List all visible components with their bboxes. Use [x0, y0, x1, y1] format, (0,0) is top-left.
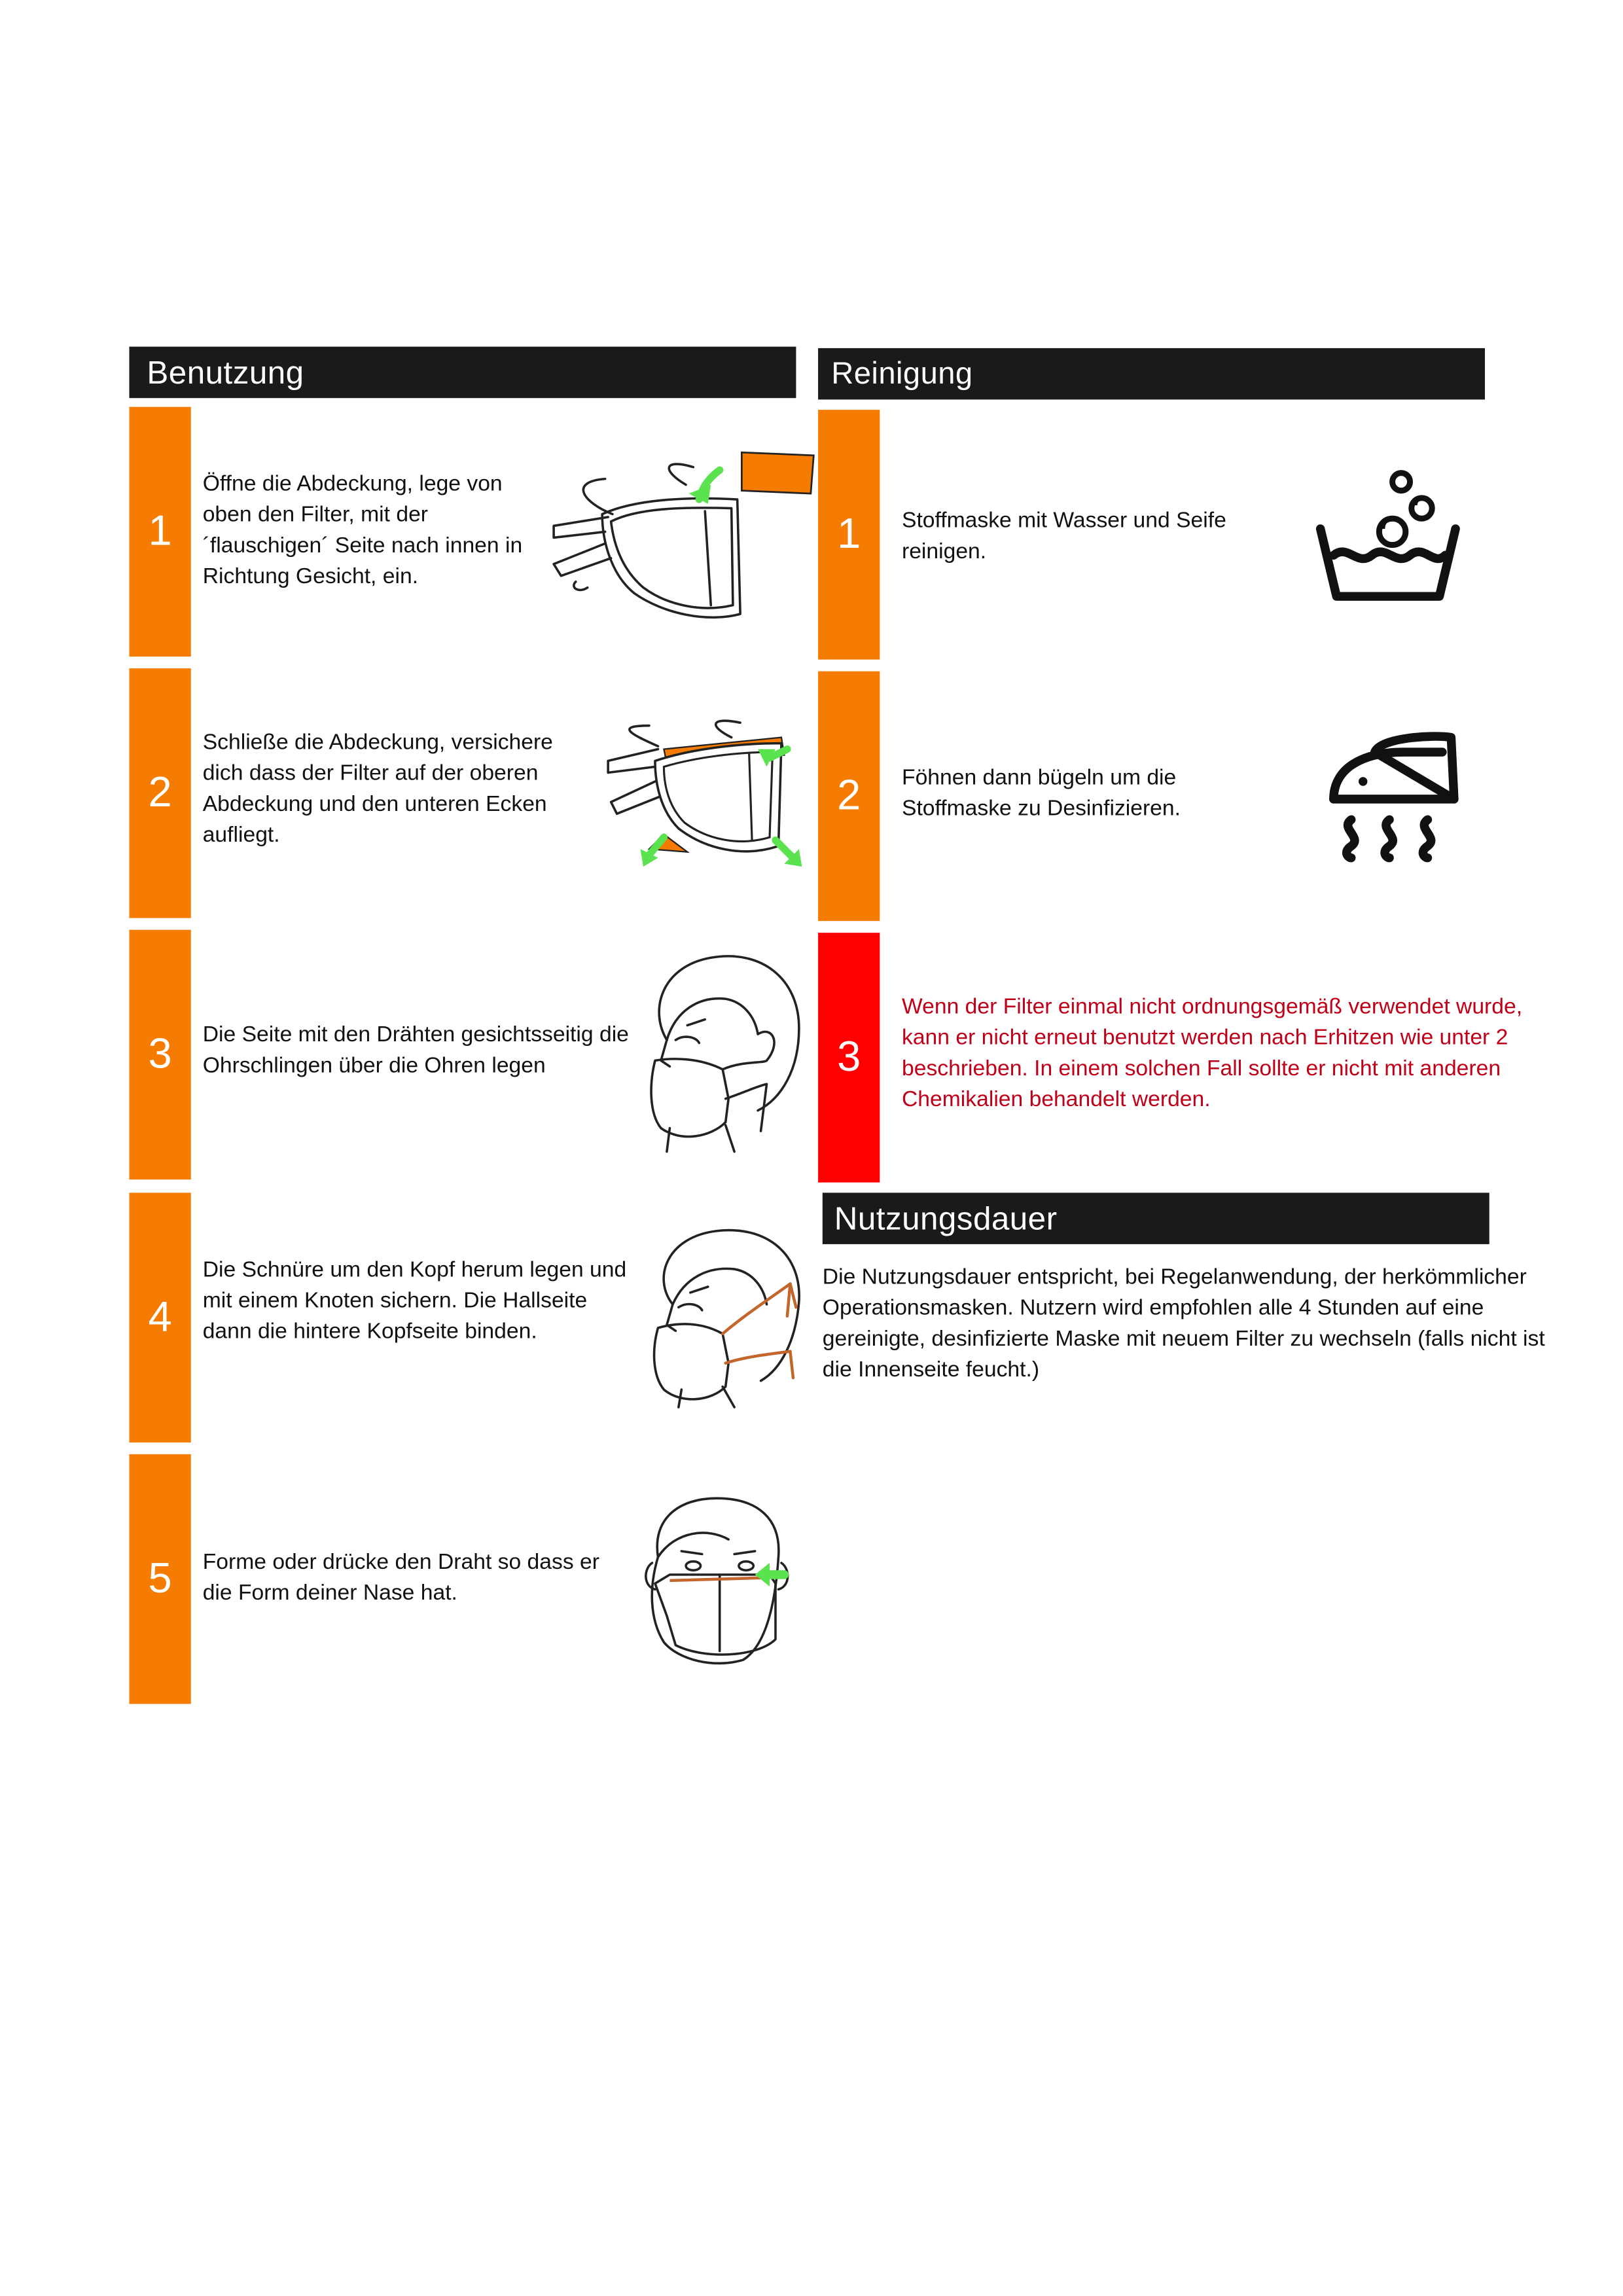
reinigung-step-1-text: Stoffmaske mit Wasser und Seife reinigen. — [902, 508, 1226, 564]
head-nose-wire-icon — [641, 1498, 793, 1666]
reinigung-step-2-text: Föhnen dann bügeln um die Stoffmaske zu Desinfizieren. — [902, 765, 1181, 821]
steam-iron-icon — [1322, 728, 1460, 863]
benutzung-step-1-text: Öffne die Abdeckung, lege von oben den Filter, mit der ´flauschigen´ Seite nach innen in Richtung Gesicht, ein. — [202, 471, 523, 589]
nutzungsdauer-header: Nutzungsdauer — [823, 1193, 1489, 1244]
benutzung-step-3-number: 3 — [129, 930, 190, 1180]
washing-basin-icon — [1313, 467, 1463, 605]
mask-open-filter-icon — [546, 440, 813, 632]
benutzung-step-5-number: 5 — [129, 1454, 190, 1704]
reinigung-step-3-warning-text: Wenn der Filter einmal nicht ordnungsgemäß verwendet wurde, kann er nicht erneut benutzt werden nach Erhitzen wie unter 2 beschrieben. In einem solchen Fall sollte er nicht mit anderen Chemikalien behandelt werden. — [902, 994, 1523, 1112]
reinigung-step-3-number: 3 — [818, 933, 880, 1183]
benutzung-step-3-text: Die Seite mit den Drähten gesichtsseitig die Ohrschlingen über die Ohren legen — [202, 1022, 629, 1079]
benutzung-step-2-number: 2 — [129, 668, 190, 918]
benutzung-step-2-text: Schließe die Abdeckung, versichere dich dass der Filter auf der oberen Abdeckung und den unteren Ecken aufliegt. — [202, 730, 553, 848]
mask-closed-filter-icon — [599, 717, 805, 869]
head-tie-strings-icon — [646, 1228, 810, 1410]
benutzung-header: Benutzung — [129, 347, 796, 399]
benutzung-step-4-number: 4 — [129, 1193, 190, 1443]
head-ear-loops-icon — [641, 952, 805, 1155]
benutzung-step-5-text: Forme oder drücke den Draht so dass er die Form deiner Nase hat. — [202, 1549, 599, 1606]
benutzung-step-1-number: 1 — [129, 407, 190, 657]
reinigung-step-2-number: 2 — [818, 672, 880, 922]
reinigung-header: Reinigung — [818, 348, 1485, 400]
benutzung-step-4-text: Die Schnüre um den Kopf herum legen und mit einem Knoten sichern. Die Hallseite dann die hintere Kopfseite binden. — [202, 1257, 627, 1344]
reinigung-step-1-number: 1 — [818, 410, 880, 660]
nutzungsdauer-text: Die Nutzungsdauer entspricht, bei Regelanwendung, der herkömmlicher Operationsmasken. Nutzern wird empfohlen alle 4 Stunden auf eine gereinigte, desinfizierte Maske mit neuem Filter zu wechseln (falls nicht ist die Innenseite feucht.) — [822, 1265, 1545, 1382]
